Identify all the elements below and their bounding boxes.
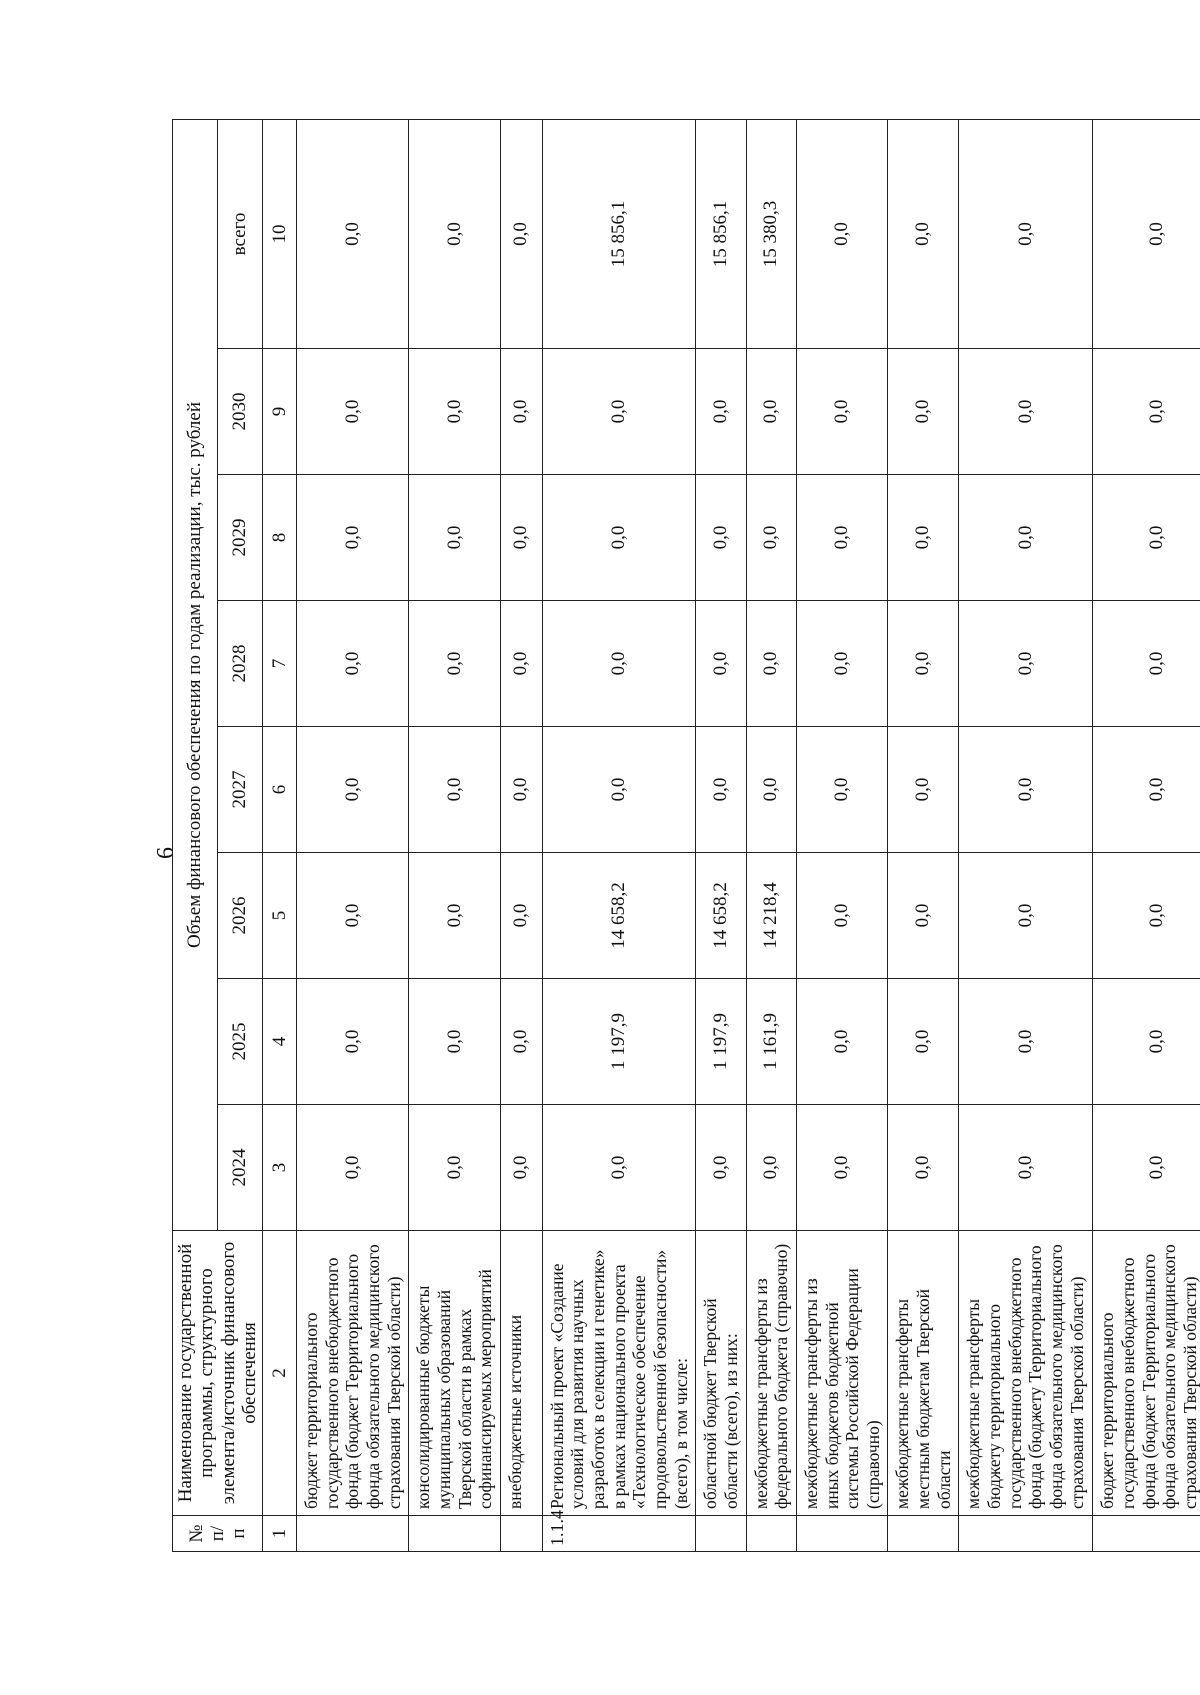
cell-value: 0,0 xyxy=(409,727,501,853)
cell-value: 0,0 xyxy=(959,979,1093,1105)
cell-value: 0,0 xyxy=(500,1105,542,1231)
cell-value: 0,0 xyxy=(959,119,1093,348)
table-row xyxy=(1093,119,1200,1551)
cell-value: 14 658,2 xyxy=(696,853,746,979)
cell-value: 0,0 xyxy=(409,1105,501,1231)
cell-value: 0,0 xyxy=(888,601,959,727)
cell-value: 0,0 xyxy=(888,853,959,979)
cell-value: 14 658,2 xyxy=(542,853,695,979)
financing-table xyxy=(172,119,1200,1552)
cell-value: 14 218,4 xyxy=(746,853,796,979)
row-number xyxy=(959,1516,1093,1552)
cell-value: 0,0 xyxy=(500,727,542,853)
cell-value: 0,0 xyxy=(746,727,796,853)
cell-value: 0,0 xyxy=(696,475,746,601)
cell-value: 0,0 xyxy=(297,349,409,475)
column-number: 9 xyxy=(263,349,297,475)
cell-value: 0,0 xyxy=(542,1105,695,1231)
cell-value: 0,0 xyxy=(959,1105,1093,1231)
row-number xyxy=(888,1516,959,1552)
table-row xyxy=(297,119,409,1551)
column-number: 8 xyxy=(263,475,297,601)
table-row xyxy=(796,119,888,1551)
cell-value: 0,0 xyxy=(796,1105,888,1231)
header-year: 2028 xyxy=(218,601,263,727)
cell-value: 0,0 xyxy=(696,1105,746,1231)
cell-value: 0,0 xyxy=(796,119,888,348)
row-number xyxy=(696,1516,746,1552)
cell-value: 0,0 xyxy=(1093,475,1200,601)
header-year: 2030 xyxy=(218,349,263,475)
cell-value: 0,0 xyxy=(542,349,695,475)
cell-value: 0,0 xyxy=(746,475,796,601)
cell-value: 0,0 xyxy=(959,601,1093,727)
header-no: № п/п xyxy=(173,1516,263,1552)
header-total: всего xyxy=(218,119,263,348)
cell-value: 0,0 xyxy=(409,853,501,979)
column-number: 4 xyxy=(263,979,297,1105)
row-number xyxy=(409,1516,501,1552)
column-number: 3 xyxy=(263,1105,297,1231)
cell-value: 0,0 xyxy=(542,727,695,853)
page-number: 6 xyxy=(153,847,179,859)
cell-value: 0,0 xyxy=(888,979,959,1105)
cell-value: 0,0 xyxy=(888,119,959,348)
header-name: Наименование государственной программы, структурного элемента/источник финансового обеспечения xyxy=(173,1231,263,1516)
column-number: 5 xyxy=(263,853,297,979)
cell-value: 0,0 xyxy=(1093,1105,1200,1231)
cell-value: 0,0 xyxy=(297,1105,409,1231)
cell-value: 0,0 xyxy=(500,979,542,1105)
cell-value: 0,0 xyxy=(297,979,409,1105)
cell-value: 0,0 xyxy=(696,727,746,853)
column-number: 2 xyxy=(263,1231,297,1516)
cell-value: 0,0 xyxy=(409,475,501,601)
cell-value: 1 161,9 xyxy=(746,979,796,1105)
cell-value: 0,0 xyxy=(796,475,888,601)
cell-value: 0,0 xyxy=(500,475,542,601)
header-year: 2025 xyxy=(218,979,263,1105)
cell-value: 15 380,3 xyxy=(746,119,796,348)
cell-value: 0,0 xyxy=(542,601,695,727)
row-name: межбюджетные трансферты местным бюджетам Тверской области xyxy=(888,1231,959,1516)
header-year: 2029 xyxy=(218,475,263,601)
cell-value: 0,0 xyxy=(1093,853,1200,979)
column-number: 6 xyxy=(263,727,297,853)
cell-value: 0,0 xyxy=(409,119,501,348)
column-number: 7 xyxy=(263,601,297,727)
table-row xyxy=(746,119,796,1551)
cell-value: 15 856,1 xyxy=(542,119,695,348)
row-name: внебюджетные источники xyxy=(500,1231,542,1516)
cell-value: 1 197,9 xyxy=(696,979,746,1105)
row-number xyxy=(297,1516,409,1552)
cell-value: 0,0 xyxy=(959,349,1093,475)
cell-value: 0,0 xyxy=(746,601,796,727)
header-year: 2026 xyxy=(218,853,263,979)
cell-value: 0,0 xyxy=(959,727,1093,853)
row-name: консолидированные бюджеты муниципальных образований Тверской области в рамках софинансируемых мероприятий xyxy=(409,1231,501,1516)
table-row xyxy=(959,119,1093,1551)
cell-value: 0,0 xyxy=(796,727,888,853)
table-row xyxy=(500,119,542,1551)
cell-value: 0,0 xyxy=(542,475,695,601)
row-name: межбюджетные трансферты из федерального бюджета (справочно) xyxy=(746,1231,796,1516)
cell-value: 0,0 xyxy=(409,601,501,727)
cell-value: 0,0 xyxy=(500,853,542,979)
column-number: 10 xyxy=(263,119,297,348)
row-name: Региональный проект «Создание условий для развития научных разработок в селекции и генетике» в рамках национального проекта «Технологическое обеспечение продовольственной безопасности» (всего), в том числе: xyxy=(542,1231,695,1516)
cell-value: 0,0 xyxy=(500,601,542,727)
cell-value: 0,0 xyxy=(959,475,1093,601)
cell-value: 0,0 xyxy=(1093,727,1200,853)
cell-value: 0,0 xyxy=(796,349,888,475)
row-number xyxy=(500,1516,542,1552)
cell-value: 0,0 xyxy=(297,475,409,601)
row-name: областной бюджет Тверской области (всего), из них: xyxy=(696,1231,746,1516)
header-year: 2027 xyxy=(218,727,263,853)
row-number xyxy=(796,1516,888,1552)
row-name: бюджет территориального государственного внебюджетного фонда (бюджет Территориального фонда обязательного медицинского страхования Тверской области) xyxy=(297,1231,409,1516)
cell-value: 0,0 xyxy=(796,979,888,1105)
table-row xyxy=(409,119,501,1551)
cell-value: 0,0 xyxy=(297,853,409,979)
cell-value: 0,0 xyxy=(297,727,409,853)
cell-value: 0,0 xyxy=(696,601,746,727)
cell-value: 0,0 xyxy=(1093,349,1200,475)
cell-value: 0,0 xyxy=(297,119,409,348)
table-row xyxy=(888,119,959,1551)
row-number xyxy=(746,1516,796,1552)
row-name: межбюджетные трансферты из иных бюджетов бюджетной системы Российской Федерации (справочно) xyxy=(796,1231,888,1516)
table-row xyxy=(542,119,695,1551)
header-year: 2024 xyxy=(218,1105,263,1231)
cell-value: 0,0 xyxy=(409,979,501,1105)
cell-value: 0,0 xyxy=(409,349,501,475)
cell-value: 0,0 xyxy=(888,475,959,601)
rotated-table-container xyxy=(172,120,1200,1552)
cell-value: 0,0 xyxy=(1093,601,1200,727)
row-number: 1.1.4 xyxy=(542,1516,695,1552)
header-volume-group: Объем финансового обеспечения по годам реализации, тыс. рублей xyxy=(173,119,218,1230)
cell-value: 0,0 xyxy=(1093,119,1200,348)
cell-value: 0,0 xyxy=(297,601,409,727)
cell-value: 0,0 xyxy=(959,853,1093,979)
cell-value: 0,0 xyxy=(746,349,796,475)
cell-value: 15 856,1 xyxy=(696,119,746,348)
cell-value: 0,0 xyxy=(796,853,888,979)
cell-value: 0,0 xyxy=(500,119,542,348)
row-name: межбюджетные трансферты бюджету территориального государственного внебюджетного фонда (бюджету Территориального фонда обязательного медицинского страхования Тверской области) xyxy=(959,1231,1093,1516)
cell-value: 0,0 xyxy=(888,1105,959,1231)
cell-value: 0,0 xyxy=(500,349,542,475)
row-name: бюджет территориального государственного внебюджетного фонда (бюджет Территориального фонда обязательного медицинского страхования Тверской области) xyxy=(1093,1231,1200,1516)
cell-value: 0,0 xyxy=(888,727,959,853)
cell-value: 0,0 xyxy=(888,349,959,475)
cell-value: 1 197,9 xyxy=(542,979,695,1105)
cell-value: 0,0 xyxy=(796,601,888,727)
row-number xyxy=(1093,1516,1200,1552)
cell-value: 0,0 xyxy=(746,1105,796,1231)
column-number: 1 xyxy=(263,1516,297,1552)
table-row xyxy=(696,119,746,1551)
cell-value: 0,0 xyxy=(1093,979,1200,1105)
cell-value: 0,0 xyxy=(696,349,746,475)
